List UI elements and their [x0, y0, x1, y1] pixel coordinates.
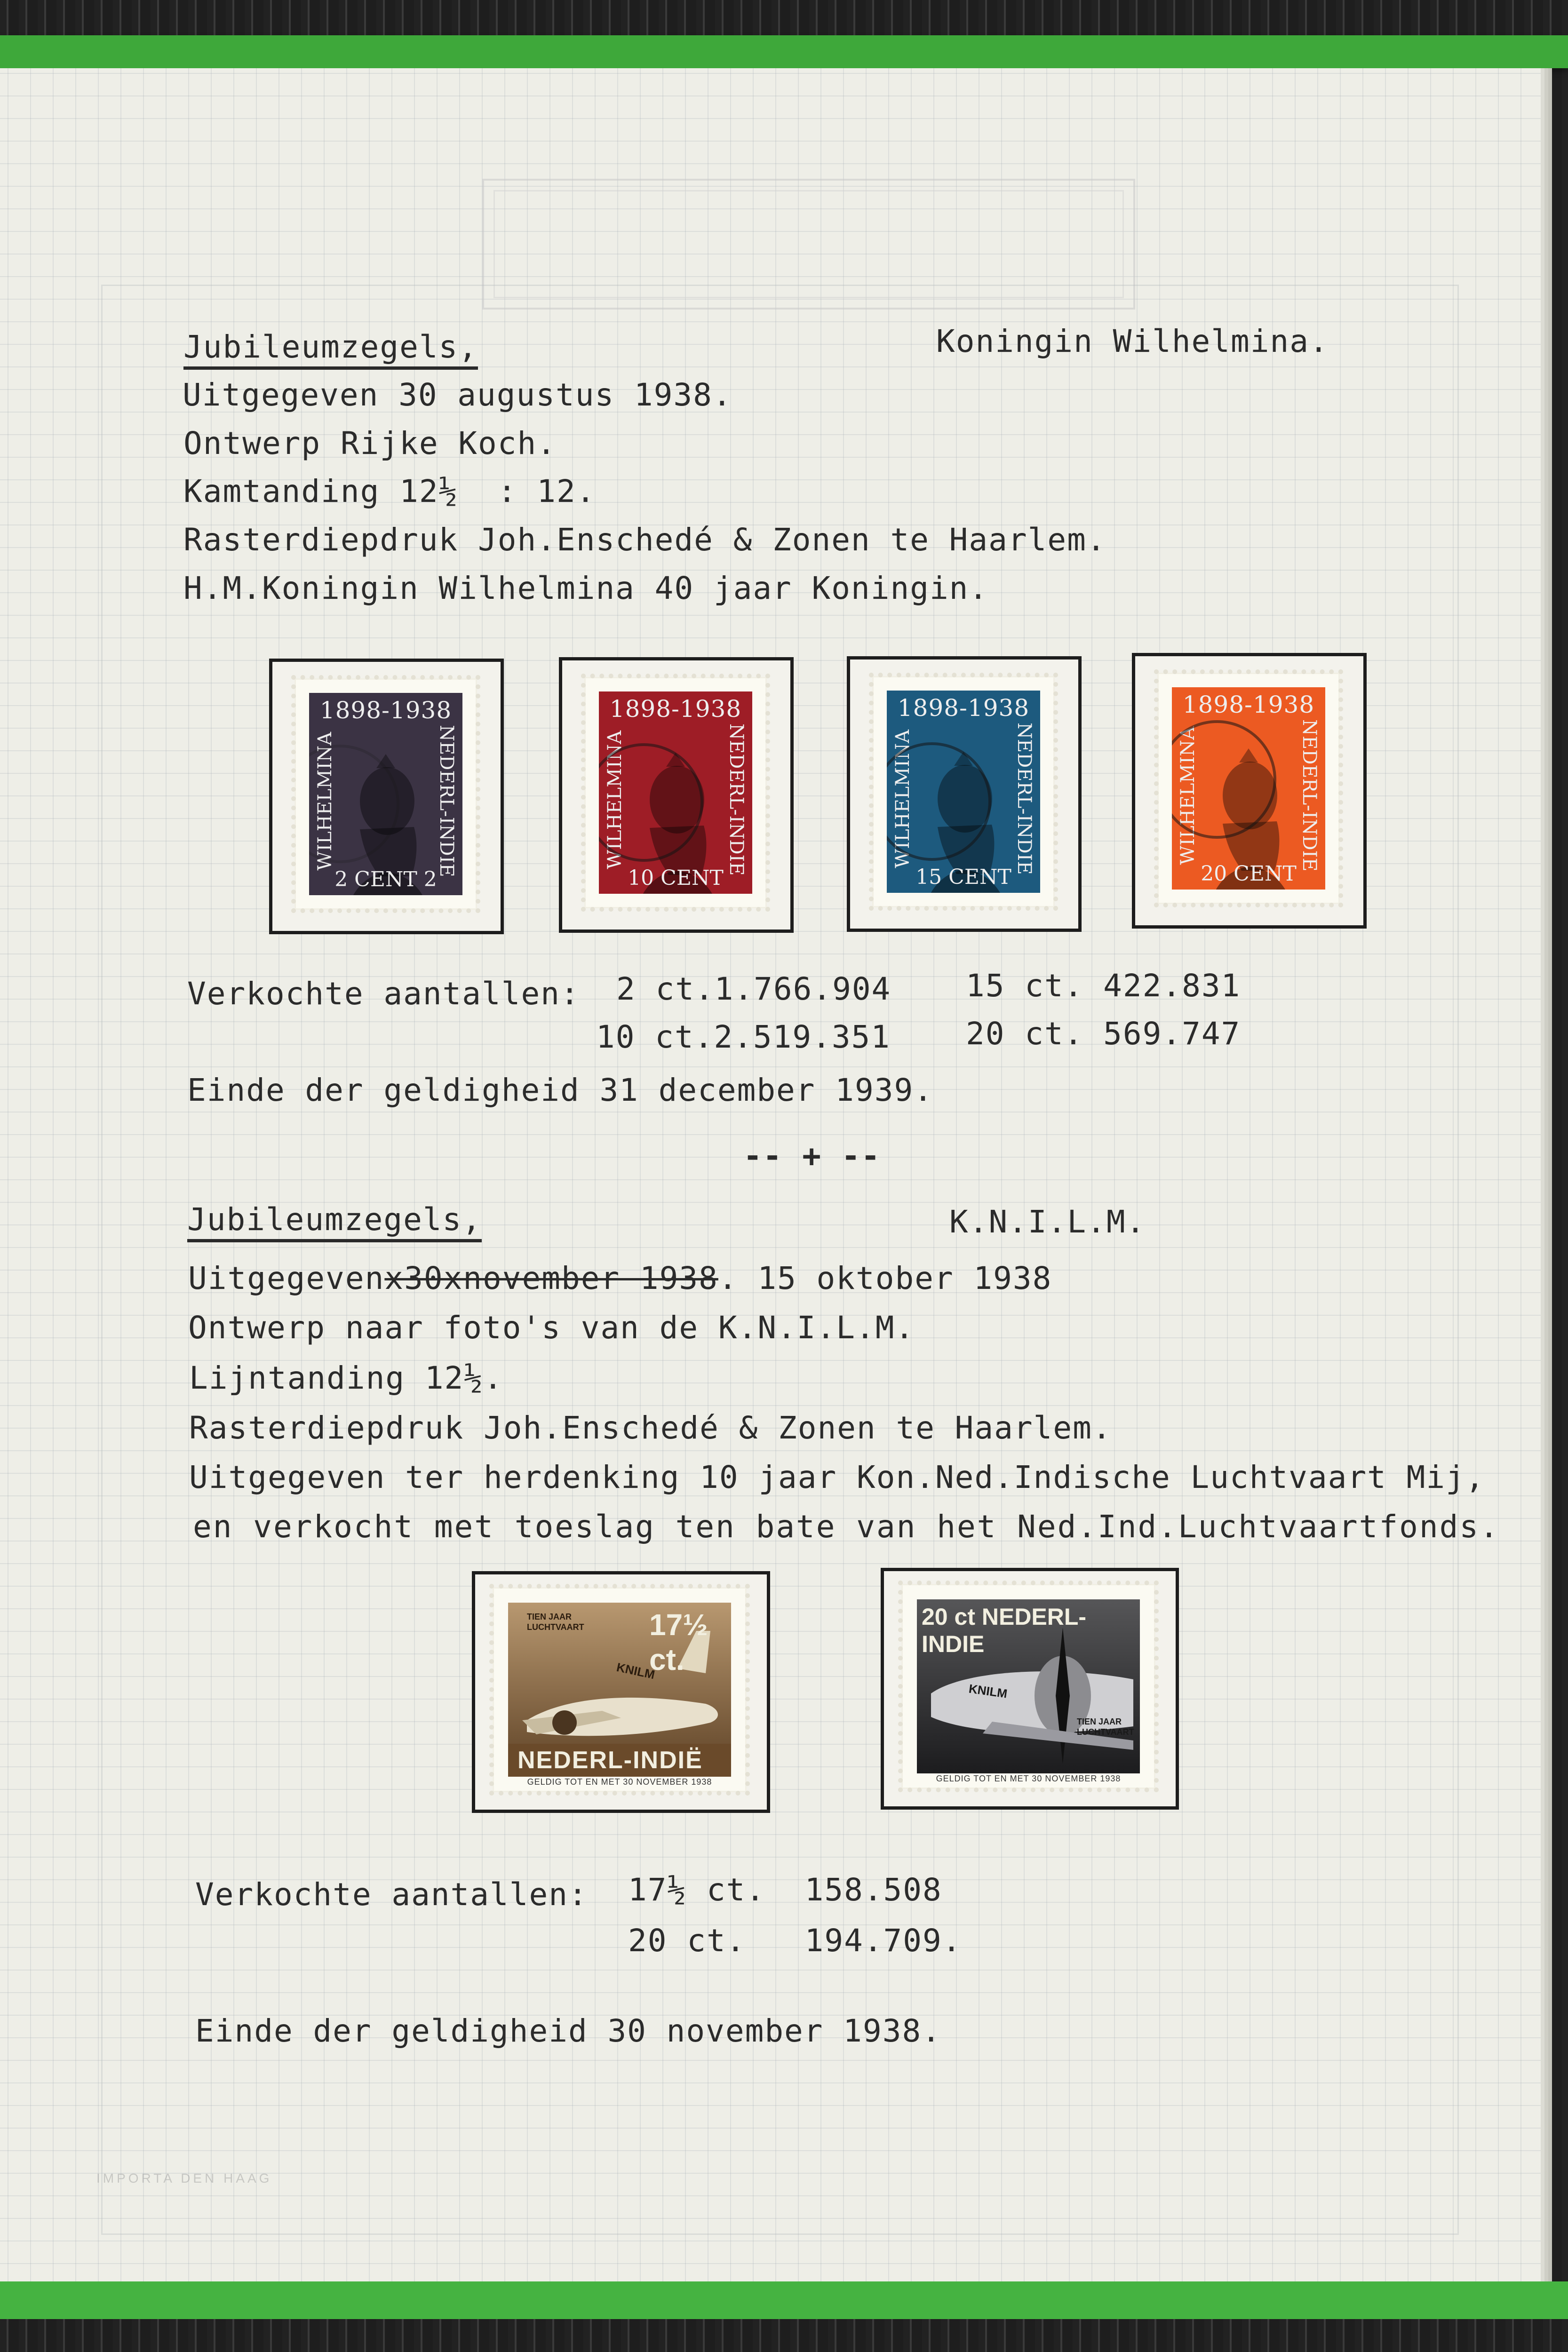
stamp-caption: TIEN JAAR LUCHTVAART	[527, 1612, 584, 1632]
stamp-design	[508, 1603, 731, 1777]
section1-line: H.M.Koningin Wilhelmina 40 jaar Koningin.	[183, 570, 989, 606]
stamp-knilm-20c	[903, 1585, 1154, 1788]
stamp-mount	[1132, 653, 1367, 929]
sold-count: 10 ct.2.519.351	[596, 1019, 891, 1055]
sold-count: 17½ ct. 158.508	[628, 1872, 942, 1908]
stamp-mount	[472, 1571, 770, 1813]
section2-line: Uitgegeven ter herdenking 10 jaar Kon.Ned.Indische Luchtvaart Mij,	[189, 1459, 1485, 1495]
stamp-mount	[881, 1568, 1179, 1810]
section1-heading: Jubileumzegels,	[183, 332, 478, 370]
stamp-side-text: WILHELMINA	[314, 731, 336, 871]
stamp-wilhelmina-20c	[1159, 674, 1338, 903]
stamp-country: NEDERL-INDIË	[517, 1747, 703, 1774]
stamp-value: 15 CENT	[915, 865, 1011, 889]
stamp-mount	[847, 656, 1082, 932]
stamp-years: 1898-1938	[609, 695, 742, 723]
binder-ring-bar-bottom	[0, 2281, 1568, 2319]
section2-heading: Jubileumzegels,	[187, 1204, 482, 1242]
section2-line: Rasterdiepdruk Joh.Enschedé & Zonen te Haarlem.	[189, 1410, 1112, 1446]
stamp-mount	[269, 659, 504, 934]
stamp-side-text: NEDERL-INDIE	[725, 723, 747, 876]
section1-subject: Koningin Wilhelmina.	[936, 323, 1329, 359]
stamp-side-text: NEDERL-INDIE	[436, 725, 457, 877]
sold-count: 2 ct.1.766.904	[616, 971, 891, 1007]
binder-ring-bar-top	[0, 35, 1568, 68]
section1-line: Rasterdiepdruk Joh.Enschedé & Zonen te Haarlem.	[183, 522, 1106, 558]
sold-count: 20 ct. 569.747	[966, 1016, 1241, 1052]
stamp-years: 1898-1938	[1182, 691, 1315, 718]
validity: Einde der geldigheid 30 november 1938.	[195, 2013, 941, 2049]
stamp-side-text: WILHELMINA	[892, 729, 914, 868]
validity: Einde der geldigheid 31 december 1939.	[187, 1072, 933, 1108]
section1-line: Ontwerp Rijke Koch.	[183, 425, 557, 461]
stamp-validity: GELDIG TOT EN MET 30 NOVEMBER 1938	[527, 1777, 712, 1787]
stamp-value: 17½ ct.	[649, 1608, 708, 1677]
stamp-side-text: NEDERL-INDIE	[1298, 719, 1320, 872]
stamp-fuselage-text: KNILM	[968, 1681, 1009, 1701]
stamp-design	[599, 691, 752, 894]
separator: -- + --	[743, 1138, 881, 1174]
section2-line: Ontwerp naar foto's van de K.N.I.L.M.	[188, 1310, 915, 1346]
stamp-design	[309, 693, 462, 895]
stamp-design	[1172, 687, 1325, 890]
stamp-years: 1898-1938	[319, 697, 452, 724]
section2-line: Lijntanding 12½.	[189, 1360, 503, 1396]
stamp-side-text: NEDERL-INDIE	[1013, 723, 1035, 875]
album-page	[0, 68, 1541, 2296]
section2-line: en verkocht met toeslag ten bate van het Ned.Ind.Luchtvaartfonds.	[193, 1509, 1500, 1545]
sold-count: 15 ct. 422.831	[966, 968, 1241, 1004]
stamp-wilhelmina-10c	[586, 678, 765, 907]
page-imprint: IMPORTA DEN HAAG	[96, 2171, 272, 2185]
stamp-caption: TIEN JAAR LUCHTVAART	[1077, 1717, 1134, 1737]
stamp-knilm-17-5c	[494, 1589, 745, 1791]
section1-line: Kamtanding 12½ : 12.	[183, 473, 596, 509]
sold-count: 20 ct. 194.709.	[628, 1923, 962, 1959]
section1-line: Uitgegeven 30 augustus 1938.	[183, 377, 732, 413]
stamp-value: 2 CENT 2	[334, 867, 437, 891]
stamp-validity: GELDIG TOT EN MET 30 NOVEMBER 1938	[936, 1774, 1121, 1783]
stamp-wilhelmina-15c	[874, 677, 1053, 906]
stamp-side-text: WILHELMINA	[1177, 726, 1199, 865]
stamp-fuselage-text: KNILM	[615, 1660, 656, 1682]
sold-label: Verkochte aantallen:	[195, 1876, 588, 1913]
stamp-value: 10 CENT	[628, 866, 724, 890]
stamp-value: 20 CENT	[1201, 862, 1297, 886]
stamp-years: 1898-1938	[897, 694, 1030, 722]
stamp-design	[917, 1599, 1140, 1773]
stamp-design	[887, 691, 1040, 893]
stamp-value: 20 ct NEDERL-INDIE	[922, 1604, 1087, 1657]
section2-subject: K.N.I.L.M.	[949, 1204, 1146, 1240]
sold-label: Verkochte aantallen:	[187, 976, 580, 1012]
section2-issued: Uitgegevenx30xnovember 1938. 15 oktober 1938	[188, 1260, 1052, 1296]
stamp-side-text: WILHELMINA	[604, 730, 626, 869]
stamp-wilhelmina-2c	[296, 680, 476, 908]
stamp-mount	[559, 657, 794, 933]
